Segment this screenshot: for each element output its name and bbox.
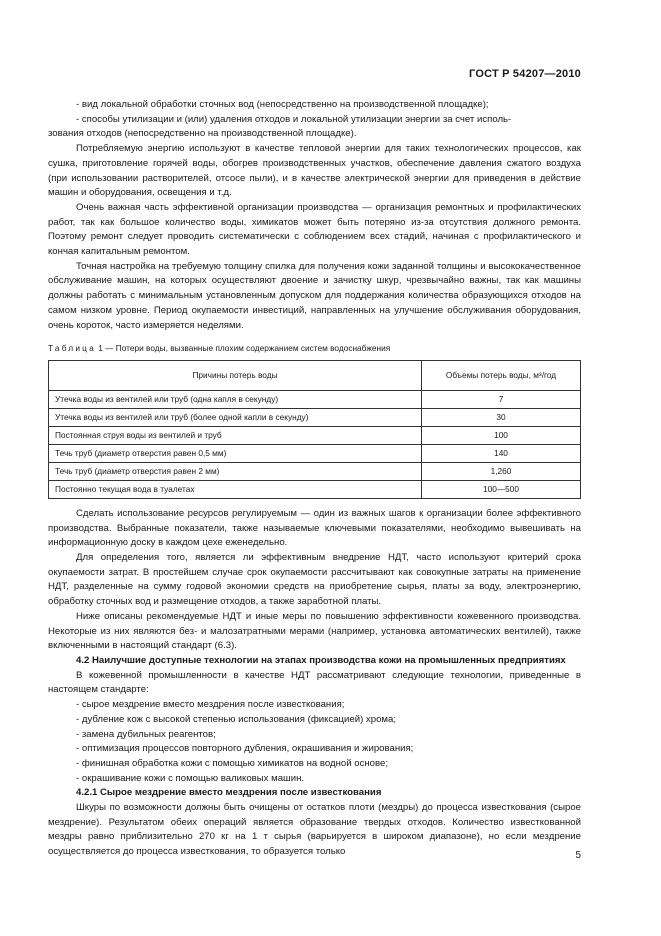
table-cell-cause: Утечка воды из вентилей или труб (более одной капли в секунду): [49, 408, 422, 426]
list-item: - замена дубильных реагентов;: [76, 728, 216, 740]
table-row: [49, 462, 581, 480]
paragraph-technologies-intro: В кожевенной промышленности в качестве НДТ рассматривают следующие технологии, приведенные в настоящем стандарте:: [48, 669, 581, 696]
table-cell-volume: 100: [422, 426, 581, 444]
paragraph-energy: Потребляемую энергию используют в качестве тепловой энергии для таких технологических процессов, как сушка, приготовление горячей воды, обогрев производственных участков, обеспечение давления сжатого воздуха (при использовании растворителей, отсосе пыли), и в качестве электрической энергии для приведения в действие машин и оборудования, освещения и т.д.: [48, 143, 581, 199]
section-heading-4-2: 4.2 Наилучшие доступные технологии на этапах производства кожи на промышленных предприятиях: [76, 654, 566, 666]
page-content: [48, 98, 581, 860]
table-cell-cause: Утечка воды из вентилей или труб (одна капля в секунду): [49, 390, 422, 408]
section-heading-4-2-1: 4.2.1 Сырое мездрение вместо мездрения после известкования: [76, 787, 382, 799]
list-item: - окрашивание кожи с помощью валиковых машин.: [76, 772, 305, 784]
table-header-row: [49, 360, 581, 390]
list-item: - сырое мездрение вместо мездрения после известкования;: [76, 699, 345, 711]
paragraph-green-fleshing: Шкуры по возможности должны быть очищены от остатков плоти (мездры) до процесса известкования (сырое мездрение). Результатом обеих операций является образование твердых отходов. Количество известкованной мездры равно приблизительно 270 кг на 1 т сырья (варьируется в широком диапазоне), но если мездрение осуществляется до процесса известкования, то образуется только: [48, 802, 581, 858]
table-cell-cause: Постоянно текущая вода в туалетах: [49, 480, 422, 498]
list-item: - дубление кож с высокой степенью использования (фиксацией) хрома;: [76, 713, 396, 725]
table-cell-cause: Постоянная струя воды из вентилей и труб: [49, 426, 422, 444]
table-row: [49, 390, 581, 408]
table-cell-volume: 30: [422, 408, 581, 426]
paragraph-splitting: Точная настройка на требуемую толщину спилка для получения кожи заданной толщины и высококачественное обслуживание машин, на которых осуществляют двоение и зачистку шкур, чрезвычайно важны, так как машины должны работать с минимальным установленным допуском для поддержания количества образующихся отходов на самом низком уровне. Период окупаемости инвестиций, направленных на улучшение обслуживания оборудования, очень короток, часто измеряется неделями.: [48, 260, 581, 331]
list-item: - способы утилизации и (или) удаления отходов и локальной утилизации энергии за счет исполь-: [76, 113, 512, 125]
list-item: - финишная обработка кожи с помощью химикатов на водной основе;: [76, 757, 388, 769]
table-cell-volume: 7: [422, 390, 581, 408]
water-loss-table: [48, 360, 581, 499]
table-caption: [48, 341, 581, 356]
paragraph-continuation: зования отходов (непосредственно на производственной площадке).: [48, 128, 357, 140]
table-row: [49, 426, 581, 444]
column-header-causes: Причины потерь воды: [49, 360, 422, 390]
paragraph-maintenance: Очень важная часть эффективной организации производства — организация ремонтных и профилактических работ, так как большое количество воды, химикатов может быть потеряно из-за отсутствия должного ремонта. Поэтому ремонт следует проводить систематически с соблюдением всех стадий, начиная с профилактического и кончая капитальным ремонтом.: [48, 201, 581, 258]
after-table-section: [48, 507, 581, 860]
list-item: - оптимизация процессов повторного дубления, окрашивания и жирования;: [76, 743, 414, 755]
column-header-volumes: Объемы потерь воды, м³/год: [422, 360, 581, 390]
table-caption-text: — Потери воды, вызванные плохим содержанием систем водоснабжения: [102, 343, 391, 354]
table-row: [49, 444, 581, 462]
table-row: [49, 480, 581, 498]
table-cell-volume: 1,260: [422, 462, 581, 480]
table-row: [49, 408, 581, 426]
paragraph-key-indicators: Сделать использование ресурсов регулируемым — один из важных шагов к организации более эффективного производства. Выбранные показатели, также называемые ключевыми показателями, необходимо вывешивать на информационную доску в каждом цехе еженедельно.: [48, 507, 581, 549]
table-caption-prefix: Таблица: [48, 343, 96, 354]
standard-code-header: ГОСТ Р 54207—2010: [469, 68, 581, 80]
table-cell-volume: 140: [422, 444, 581, 462]
table-cell-cause: Течь труб (диаметр отверстия равен 0,5 мм): [49, 444, 422, 462]
paragraph-payback: Для определения того, является ли эффективным внедрение НДТ, часто используют критерий срока окупаемости затрат. В простейшем случае срок окупаемости рассчитывают как совокупные затраты на применение НДТ, разделенные на сумму годовой экономии средств на приобретение сырья, платы за воду, электроэнергию, обработку сточных вод и размещение отходов, а также заработной платы.: [48, 552, 581, 608]
table-caption-number: 1: [98, 343, 103, 354]
table-cell-cause: Течь труб (диаметр отверстия равен 2 мм): [49, 462, 422, 480]
table-cell-volume: 100—500: [422, 480, 581, 498]
paragraph-measures: Ниже описаны рекомендуемые НДТ и иные меры по повышению эффективности кожевенного производства. Некоторые из них являются без- и малозатратными мерами (например, установка автоматических вентилей), также включенными в настоящий стандарт (6.3).: [48, 610, 581, 652]
page-number: 5: [575, 850, 581, 861]
list-item: - вид локальной обработки сточных вод (непосредственно на производственной площадке);: [76, 99, 489, 110]
